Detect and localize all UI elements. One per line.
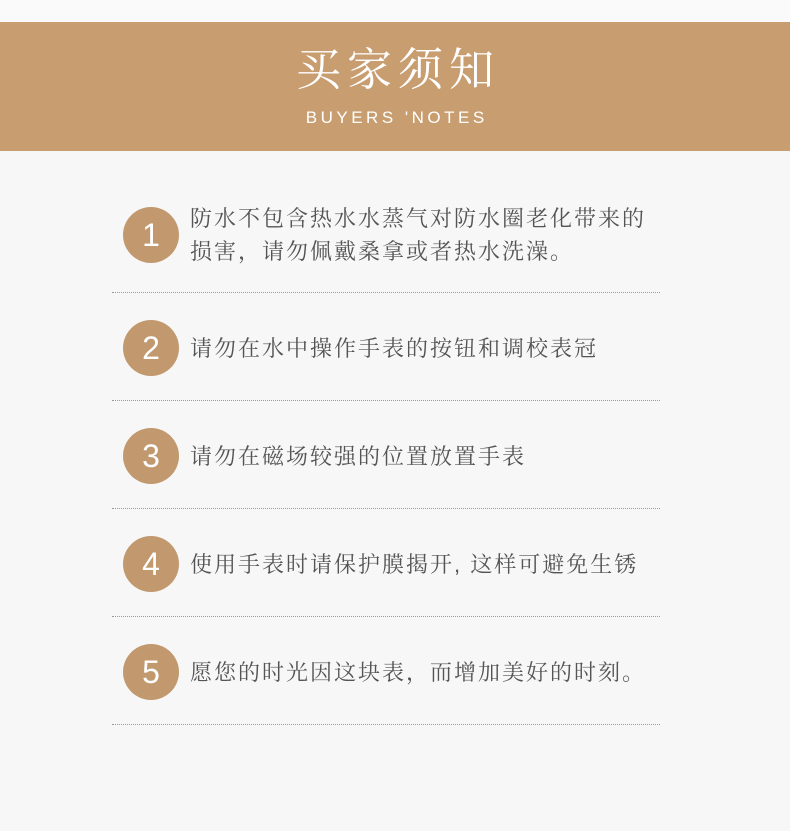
note-text: 防水不包含热水水蒸气对防水圈老化带来的损害，请勿佩戴桑拿或者热水洗澡。 bbox=[190, 206, 647, 264]
note-row bbox=[112, 202, 660, 268]
top-strip bbox=[0, 0, 790, 22]
note-item-2 bbox=[112, 293, 660, 401]
note-text: 请勿在水中操作手表的按钮和调校表冠 bbox=[190, 335, 599, 361]
note-row bbox=[112, 320, 660, 376]
note-row bbox=[112, 428, 660, 484]
note-row bbox=[112, 644, 660, 700]
note-number-badge: 4 bbox=[123, 536, 179, 592]
note-item-1 bbox=[112, 151, 660, 293]
note-number-badge: 3 bbox=[123, 428, 179, 484]
note-number-badge: 1 bbox=[123, 207, 179, 263]
page-title: 买家须知 bbox=[295, 44, 500, 96]
note-text: 使用手表时请保护膜揭开, 这样可避免生锈 bbox=[190, 551, 639, 577]
note-item-4 bbox=[112, 509, 660, 617]
note-text: 愿您的时光因这块表，而增加美好的时刻。 bbox=[190, 659, 647, 685]
note-number-badge: 2 bbox=[123, 320, 179, 376]
note-number-badge: 5 bbox=[123, 644, 179, 700]
header-banner bbox=[0, 22, 790, 151]
note-text: 请勿在磁场较强的位置放置手表 bbox=[190, 443, 527, 469]
notes-list bbox=[112, 151, 660, 725]
note-item-5 bbox=[112, 617, 660, 725]
page-subtitle: BUYERS 'NOTES bbox=[305, 108, 488, 128]
note-item-3 bbox=[112, 401, 660, 509]
note-row bbox=[112, 536, 660, 592]
